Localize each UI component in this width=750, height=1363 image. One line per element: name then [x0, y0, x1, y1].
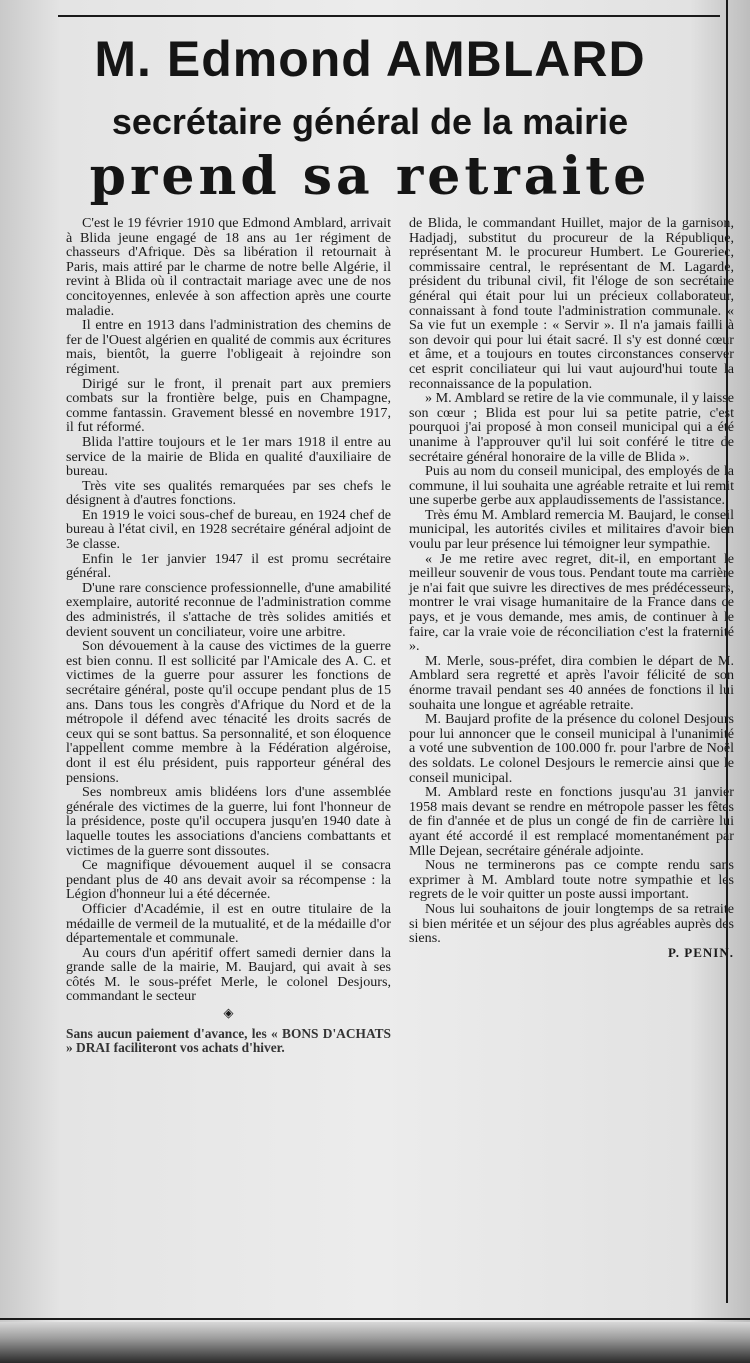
article-right-column [409, 216, 734, 960]
paragraph: Ce magnifique dévouement auquel il se consacra pendant plus de 40 ans devait avoir sa récompense : la Légion d'honneur lui a été décernée. [66, 857, 391, 903]
paragraph: M. Baujard profite de la présence du colonel Desjours pour lui annoncer que le conseil municipal à l'unanimité a voté une subvention de 100.000 fr. pour l'arbre de Noël des soldats. Le colonel Desjours le remercie ainsi que le conseil municipal. [409, 711, 734, 786]
paragraph: Enfin le 1er janvier 1947 il est promu secrétaire général. [66, 550, 391, 582]
paragraph: Son dévouement à la cause des victimes de la guerre est bien connu. Il est sollicité par l'Amicale des A. C. et victimes de la guerre pour assurer les fonctions de secrétaire général, poste qu'il occupe pendant plus de 15 ans. Dans tous les congrès d'Afrique du Nord et de la métropole il défend avec ténacité les droits sacrés de ceux qui se sont battus. Sa personnalité, et son éloquence l'appellent comme membre à la Fédération algéroise, dont il est élu président, puis rapporteur général des pensions. [66, 638, 391, 786]
paragraph: Officier d'Académie, il est en outre titulaire de la médaille de vermeil de la mutualité, et de la médaille d'or départementale et communale. [66, 900, 391, 947]
paragraph: Au cours d'un apéritif offert samedi dernier dans la grande salle de la mairie, M. Baujard, qui avait à ses côtés M. le sous-préfet Merle, le colonel Desjours, commandant le secteur [66, 944, 391, 1005]
author-signature: P. PENIN. [668, 944, 734, 960]
ornament-icon: ◈ [223, 1005, 234, 1021]
headline-main: prend sa retraite [89, 146, 651, 207]
paragraph: Nous ne terminerons pas ce compte rendu sans exprimer à M. Amblard toute notre sympathie et les regrets de le voir quitter un poste aussi important. [409, 857, 734, 903]
paragraph: D'une rare conscience professionnelle, d'une amabilité exemplaire, autorité reconnue de l'administration comme des administrés, il s'attache de très solides amitiés et devient souvent un conciliateur, voire une arbitre. [66, 579, 391, 640]
paragraph: « Je me retire avec regret, dit-il, en emportant le meilleur souvenir de vous tous. Pendant toute ma carrière je n'ai fait que suivre les directives de mes prédécesseurs, montrer le vrai visage humanitaire de la France dans ce pays, et je vous demande, mes amis, de continuer à le faire, car la vraie voie de réconciliation c'est la fraternité ». [409, 550, 734, 655]
next-article-strip [0, 1322, 750, 1363]
headline-subtitle: secrétaire général de la mairie [111, 101, 629, 142]
paragraph: Nous lui souhaitons de jouir longtemps de sa retraite si bien méritée et un séjour des plus agréables auprès des siens. [409, 900, 734, 947]
top-rule [58, 15, 720, 17]
paragraph: Il entre en 1913 dans l'administration des chemins de fer de l'Ouest algérien en qualité de commis aux écritures mais, bientôt, la guerre l'obligeait à rejoindre son régiment. [66, 317, 391, 377]
advertisement: Sans aucun paiement d'avance, les « BONS D'ACHATS » DRAI faciliteront vos achats d'hiver. [66, 1025, 391, 1056]
paragraph: Ses nombreux amis blidéens lors d'une assemblée générale des victimes de la guerre, lui font l'honneur de la présidence, poste qu'il occupera jusqu'en 1940 date à laquelle toutes les associations d'anciens combattants et victimes de la guerre sont dissoutes. [66, 784, 391, 859]
paragraph: M. Merle, sous-préfet, dira combien le départ de M. Amblard sera regretté et après l'avoir félicité de son énorme travail pendant ses 40 années de fonctions il lui souhaita une longue et agréable retraite. [409, 652, 734, 713]
paragraph: de Blida, le commandant Huillet, major de la garnison, Hadjadj, substitut du procureur de la République, représentant M. le procureur Humbert. Le Goureriec, commissaire central, le représentant de M. Lagarde, président du tribunal civil, fit l'éloge de son secrétaire général qui était pour lui un précieux collaborateur, connaissant à fond toute l'administration communale. « Sa vie fut un exemple : « Servir ». Il n'a jamais failli à son devoir qui pour lui était sacré. Il s'y est donné cœur et âme, et a toujours en toutes circonstances conserver cet esprit conciliateur qui lui vaut aujourd'hui toute la reconnaissance de la population. [409, 215, 734, 392]
paragraph: M. Amblard reste en fonctions jusqu'au 31 janvier 1958 mais devant se rendre en métropole passer les fêtes de fin d'année et de plus un congé de fin de carrière lui ayant été accordé il est remplacé momentanément par Mlle Dejean, secrétaire générale adjointe. [409, 784, 734, 859]
paragraph: En 1919 le voici sous-chef de bureau, en 1924 chef de bureau à l'état civil, en 1928 secrétaire général adjoint de 3e classe. [66, 506, 391, 553]
article-left-column [66, 216, 391, 1056]
headline-name: M. Edmond AMBLARD [94, 31, 646, 87]
paragraph: Très vite ses qualités remarquées par ses chefs le désignent à d'autres fonctions. [66, 477, 391, 509]
bottom-rule [0, 1318, 750, 1320]
paragraph: Puis au nom du conseil municipal, des employés de la commune, il lui souhaita une agréable retraite et lui remit une superbe gerbe aux applaudissements de l'assistance. [409, 463, 734, 509]
paragraph: Très ému M. Amblard remercia M. Baujard, le conseil municipal, les autorités civiles et militaires d'avoir bien voulu par leur présence lui témoigner leur sympathie. [409, 506, 734, 553]
paragraph: Blida l'attire toujours et le 1er mars 1918 il entre au service de la mairie de Blida en qualité d'auxiliaire de bureau. [66, 433, 391, 480]
paragraph: Dirigé sur le front, il prenait part aux premiers combats sur la frontière belge, puis en Champagne, comme fantassin. Gravement blessé en novembre 1917, il fut réformé. [66, 375, 391, 436]
paragraph: » M. Amblard se retire de la vie communale, il y laisse son cœur ; Blida est pour lui sa petite patrie, c'est pourquoi j'ai proposé à mon conseil municipal qui a été unanime à l'approuver qu'il lui soit conféré le titre de secrétaire général honoraire de la ville de Blida ». [409, 390, 734, 465]
paragraph: C'est le 19 février 1910 que Edmond Amblard, arrivait à Blida jeune engagé de 18 ans au 1er régiment de chasseurs d'Afrique. Dès sa libération il retournait à Paris, mais attiré par le charme de notre belle Algérie, il revint à Blida où il contractait mariage avec une de nos concitoyennes, enlevée à son affection après une courte maladie. [66, 215, 391, 319]
